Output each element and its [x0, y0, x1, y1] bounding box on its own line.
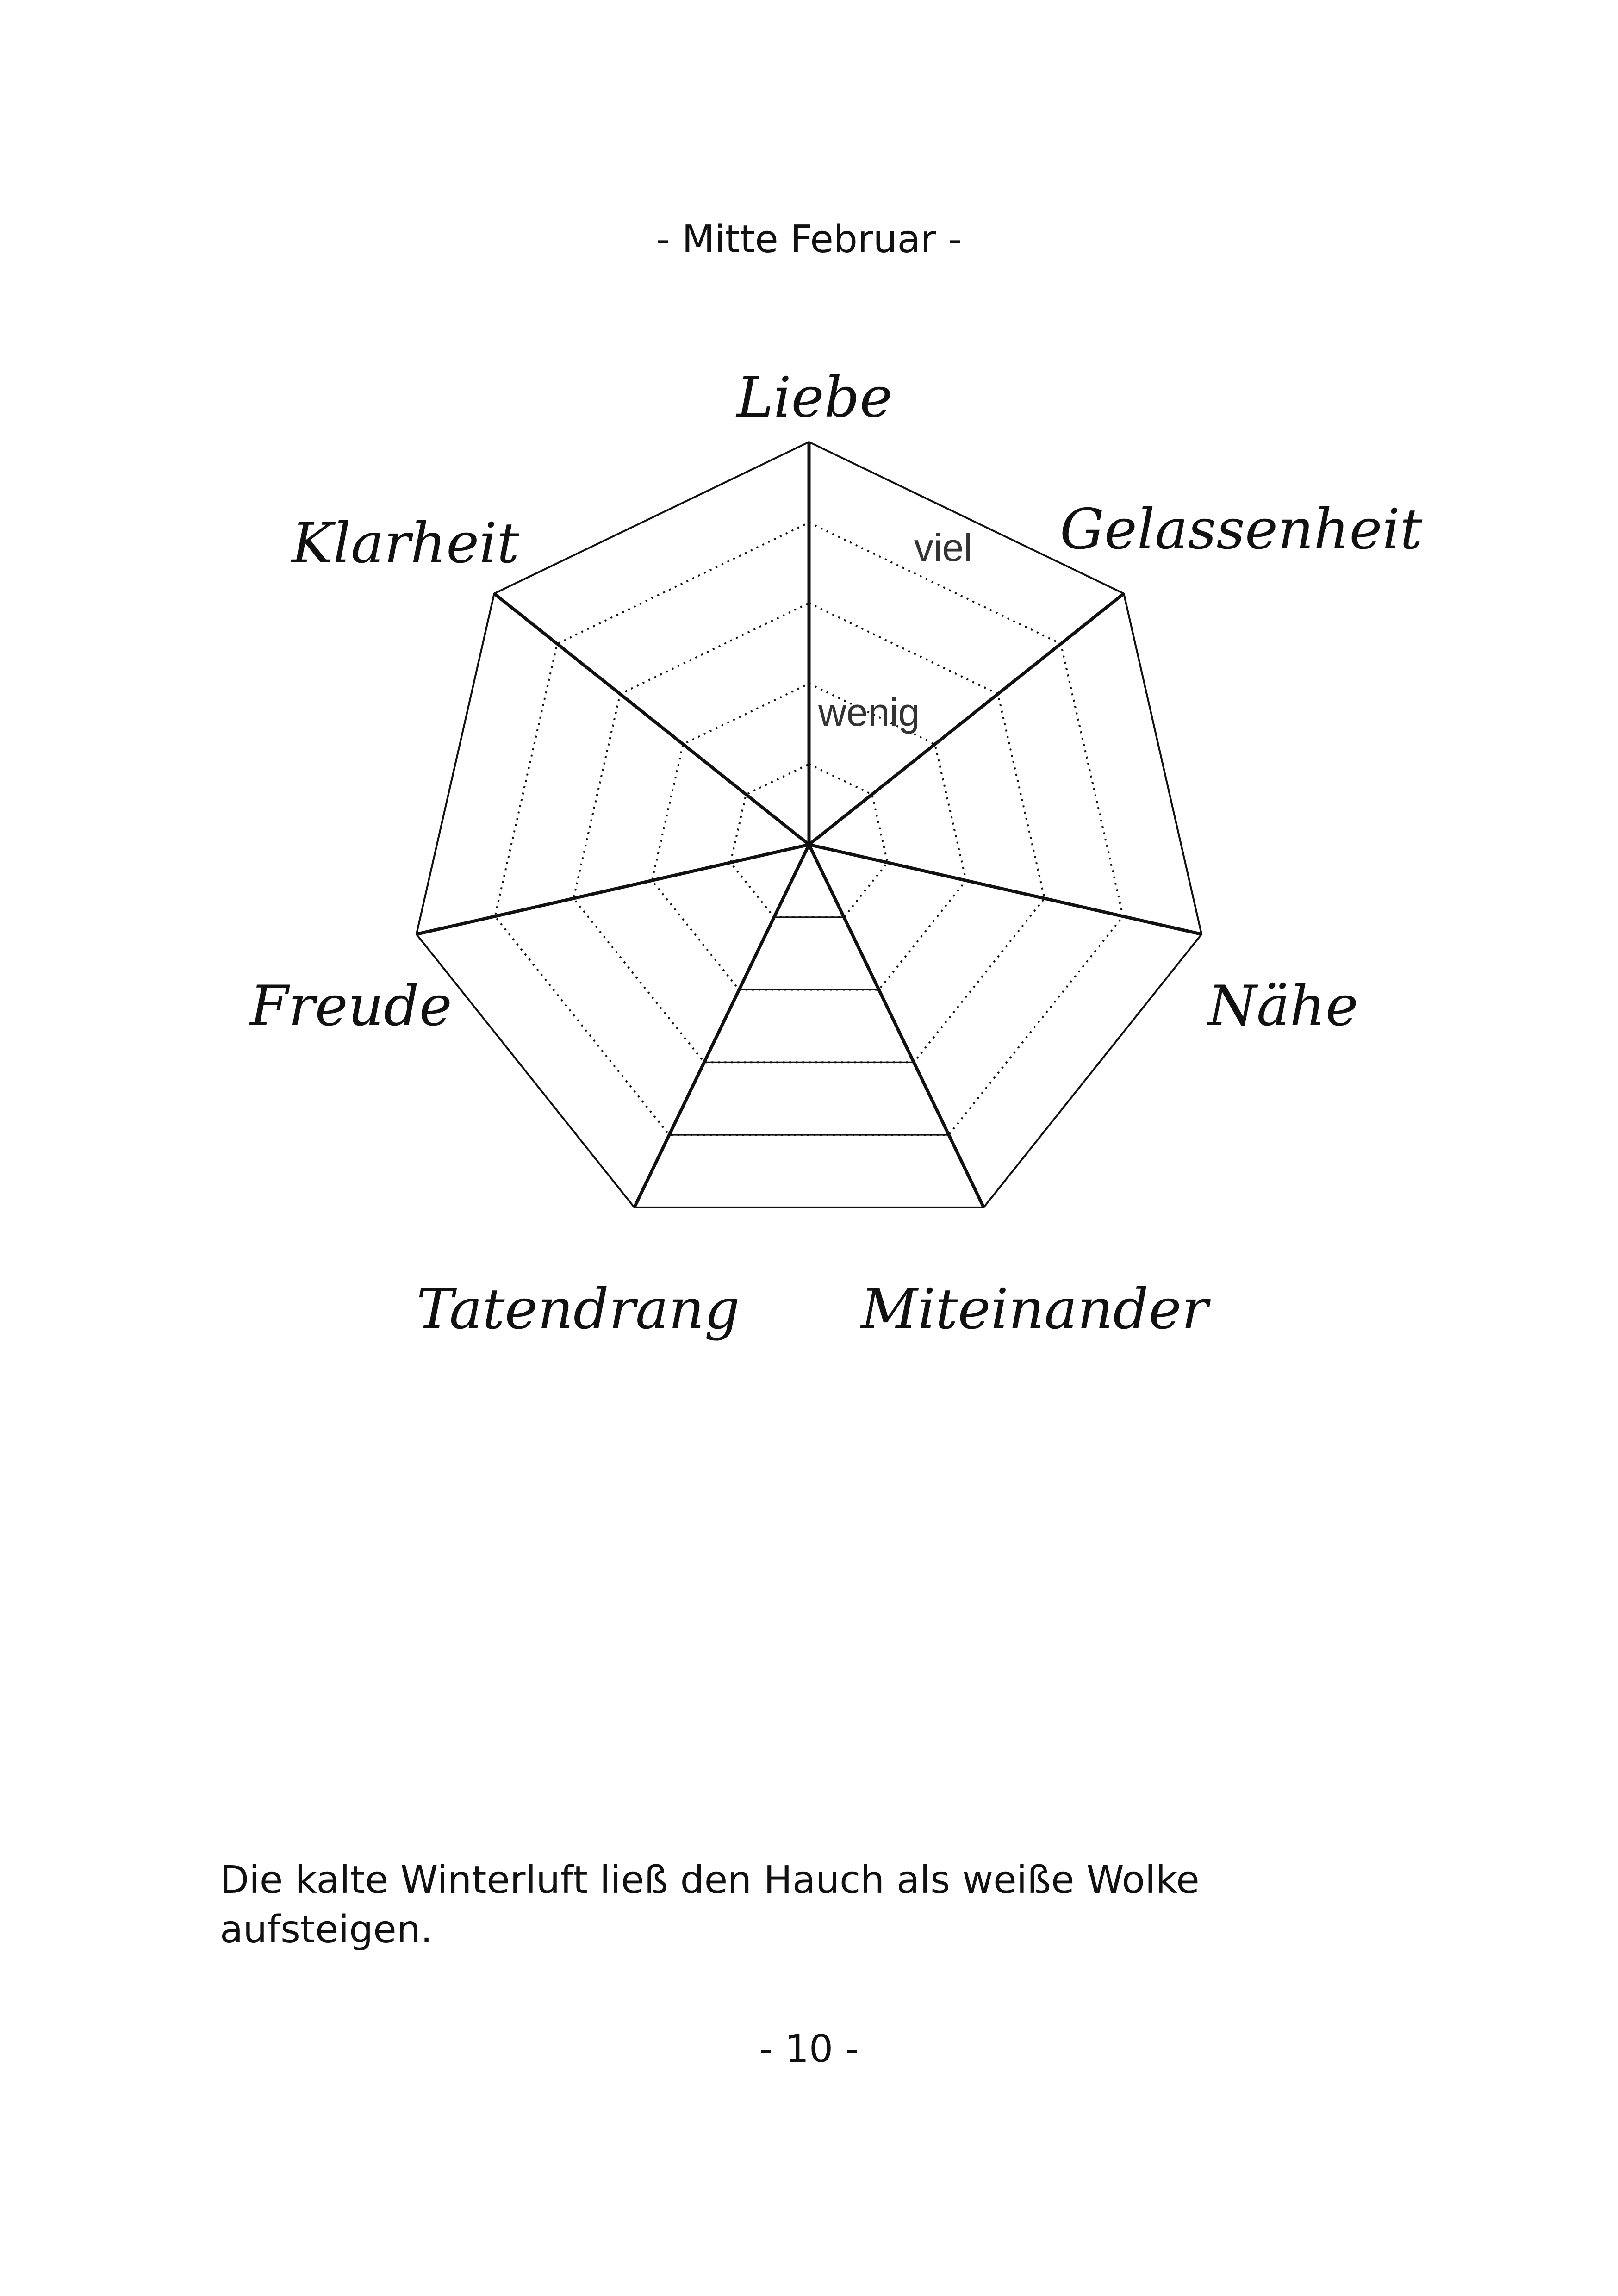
- scale-label-low: wenig: [818, 691, 920, 734]
- radar-spoke: [635, 845, 809, 1207]
- axis-label: Gelassenheit: [1060, 498, 1423, 562]
- radar-spoke: [417, 845, 809, 934]
- radar-spoke: [809, 845, 1201, 934]
- radar-axis-labels: [249, 366, 1423, 1342]
- radar-spoke: [809, 845, 983, 1207]
- axis-label: Nähe: [1208, 974, 1358, 1039]
- axis-label: Freude: [250, 974, 452, 1039]
- axis-label: Klarheit: [292, 511, 519, 576]
- axis-label: Miteinander: [861, 1277, 1208, 1342]
- axis-label: Liebe: [736, 366, 893, 430]
- axis-label: Tatendrang: [417, 1277, 740, 1342]
- page-header-date: - Mitte Februar -: [656, 218, 962, 261]
- body-paragraph: Die kalte Winterluft ließ den Hauch als weiße Wolke aufsteigen.: [220, 1858, 1200, 1952]
- page-number: - 10 -: [759, 2027, 859, 2071]
- scale-label-high: viel: [914, 526, 973, 569]
- radar-spoke: [494, 594, 809, 845]
